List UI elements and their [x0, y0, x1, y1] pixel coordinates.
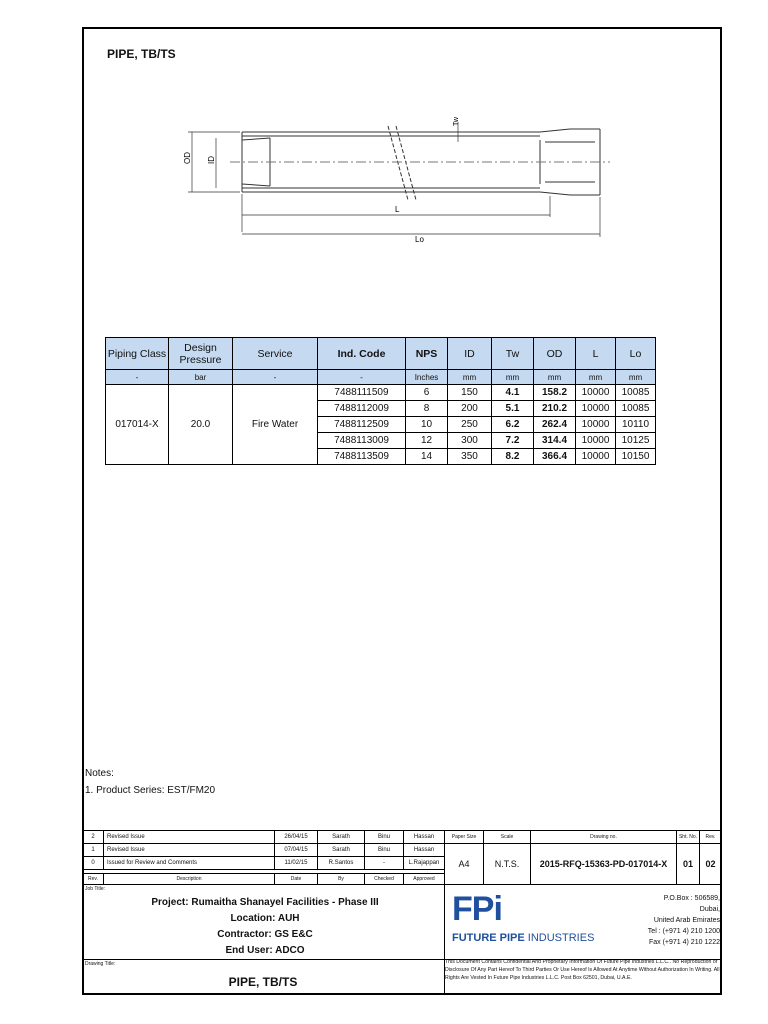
sheet-no-label: Sht. No.	[676, 830, 700, 844]
nps-cell: 14	[406, 449, 448, 465]
unit-cell: bar	[169, 370, 233, 385]
service-cell: Fire Water	[233, 385, 318, 465]
od-cell: 262.4	[534, 417, 576, 433]
rev-number: 0	[82, 856, 104, 870]
ind-code-cell: 7488112509	[318, 417, 406, 433]
id-cell: 250	[448, 417, 492, 433]
od-label: OD	[183, 152, 192, 164]
date-header: Date	[274, 873, 318, 885]
rev-number: 2	[82, 830, 104, 844]
l-label: L	[395, 205, 400, 214]
rev-date: 26/04/15	[274, 830, 318, 844]
rev-date: 07/04/15	[274, 843, 318, 857]
page-title: PIPE, TB/TS	[107, 47, 176, 61]
table-row	[106, 385, 656, 401]
rev-checked: -	[364, 856, 404, 870]
fax: Fax (+971 4) 210 1222	[648, 939, 720, 946]
tw-label: Tw	[453, 117, 460, 126]
id-cell: 300	[448, 433, 492, 449]
fpi-logo-mark: FPi	[452, 890, 502, 928]
od-cell: 314.4	[534, 433, 576, 449]
unit-cell: mm	[448, 370, 492, 385]
sheet-number: 01	[676, 843, 700, 885]
address-line: United Arab Emirates	[653, 917, 720, 924]
col-header: Ind. Code	[318, 338, 406, 370]
lo-cell: 10125	[616, 433, 656, 449]
tw-cell: 7.2	[492, 433, 534, 449]
l-cell: 10000	[576, 401, 616, 417]
lo-cell: 10085	[616, 401, 656, 417]
id-label: ID	[207, 156, 216, 164]
nps-cell: 12	[406, 433, 448, 449]
rev-checked: Binu	[364, 830, 404, 844]
id-cell: 200	[448, 401, 492, 417]
pipe-data-table	[105, 337, 656, 465]
rev-checked: Binu	[364, 843, 404, 857]
unit-cell: mm	[616, 370, 656, 385]
address-line: P.O.Box : 506589, Dubai,	[663, 895, 720, 913]
nps-cell: 6	[406, 385, 448, 401]
pipe-drawing	[170, 112, 630, 252]
nps-cell: 8	[406, 401, 448, 417]
rev-description: Issued for Review and Comments	[103, 856, 275, 870]
by-header: By	[317, 873, 365, 885]
telephone: Tel : (+971 4) 210 1200	[647, 928, 720, 935]
ind-code-cell: 7488111509	[318, 385, 406, 401]
drawing-number: 2015-RFQ-15363-PD-017014-X	[530, 843, 677, 885]
rev-description: Revised Issue	[103, 843, 275, 857]
l-cell: 10000	[576, 385, 616, 401]
col-header: Piping Class	[106, 338, 169, 370]
unit-cell: -	[318, 370, 406, 385]
scale-label: Scale	[483, 830, 531, 844]
unit-cell: mm	[492, 370, 534, 385]
col-header: Service	[233, 338, 318, 370]
project-location: Location: AUH	[230, 913, 300, 924]
nps-cell: 10	[406, 417, 448, 433]
confidentiality-disclaimer: This Document Contains Confidential And Proprietary Information Of Future Pipe Industries L.L.C.. No Reproduction or Disclosure Of Any Part Hereof To Third Parties Or Use Hereof Is Allowed At Anytime Without Authorization In Writing. All Rights Are Vested In Future Pipe Industries L.L.C. Post Box 62501, Dubai, U.A.E.	[445, 959, 720, 981]
tw-cell: 5.1	[492, 401, 534, 417]
project-end-user: End User: ADCO	[225, 945, 305, 956]
tw-cell: 4.1	[492, 385, 534, 401]
unit-cell: Inches	[406, 370, 448, 385]
l-cell: 10000	[576, 433, 616, 449]
col-header: NPS	[406, 338, 448, 370]
rev-approved: Hassan	[403, 830, 445, 844]
lo-cell: 10110	[616, 417, 656, 433]
ind-code-cell: 7488113509	[318, 449, 406, 465]
unit-cell: -	[106, 370, 169, 385]
rev-by: Sarath	[317, 843, 365, 857]
tw-cell: 6.2	[492, 417, 534, 433]
revision-number: 02	[699, 843, 722, 885]
od-cell: 158.2	[534, 385, 576, 401]
unit-cell: mm	[576, 370, 616, 385]
rev-description: Revised Issue	[103, 830, 275, 844]
od-cell: 366.4	[534, 449, 576, 465]
col-header: OD	[534, 338, 576, 370]
project-name: Project: Rumaitha Shanayel Facilities - Phase III	[151, 897, 379, 908]
table-header-row	[106, 338, 656, 370]
company-name-light: INDUSTRIES	[524, 932, 595, 944]
rev-by: Sarath	[317, 830, 365, 844]
desc-header: Description	[103, 873, 275, 885]
drawing-title: PIPE, TB/TS	[228, 975, 298, 989]
unit-cell: mm	[534, 370, 576, 385]
paper-size-label: Paper Size	[444, 830, 484, 844]
rev-label: Rev.	[699, 830, 722, 844]
lo-label: Lo	[415, 235, 424, 244]
company-name-bold: FUTURE PIPE	[452, 932, 525, 944]
rev-number: 1	[82, 843, 104, 857]
company-name	[452, 932, 594, 944]
od-cell: 210.2	[534, 401, 576, 417]
rev-approved: L.Rajappan	[403, 856, 445, 870]
scale: N.T.S.	[483, 843, 531, 885]
paper-size: A4	[444, 843, 484, 885]
ind-code-cell: 7488113009	[318, 433, 406, 449]
job-title-label: Job Title:	[85, 886, 106, 892]
col-header: Lo	[616, 338, 656, 370]
col-header: Tw	[492, 338, 534, 370]
rev-by: R.Santos	[317, 856, 365, 870]
tw-cell: 8.2	[492, 449, 534, 465]
rev-header: Rev.	[82, 873, 104, 885]
lo-cell: 10085	[616, 385, 656, 401]
design-pressure-cell: 20.0	[169, 385, 233, 465]
project-info	[120, 895, 410, 959]
table-units-row	[106, 370, 656, 385]
piping-class-cell: 017014-X	[106, 385, 169, 465]
rev-approved: Hassan	[403, 843, 445, 857]
approved-header: Approved	[403, 873, 445, 885]
unit-cell: -	[233, 370, 318, 385]
notes-heading: Notes:	[85, 768, 114, 779]
drawing-title-label: Drawing Title:	[85, 961, 116, 967]
rev-date: 11/02/15	[274, 856, 318, 870]
checked-header: Checked	[364, 873, 404, 885]
drawing-no-label: Drawing no.	[530, 830, 677, 844]
ind-code-cell: 7488112009	[318, 401, 406, 417]
col-header: Design Pressure	[169, 338, 233, 370]
company-logo	[452, 890, 595, 944]
project-contractor: Contractor: GS E&C	[217, 929, 313, 940]
lo-cell: 10150	[616, 449, 656, 465]
l-cell: 10000	[576, 449, 616, 465]
note-item: 1. Product Series: EST/FM20	[85, 785, 216, 796]
id-cell: 150	[448, 385, 492, 401]
id-cell: 350	[448, 449, 492, 465]
col-header: ID	[448, 338, 492, 370]
l-cell: 10000	[576, 417, 616, 433]
company-address	[642, 893, 720, 948]
col-header: L	[576, 338, 616, 370]
notes-section	[85, 765, 215, 799]
